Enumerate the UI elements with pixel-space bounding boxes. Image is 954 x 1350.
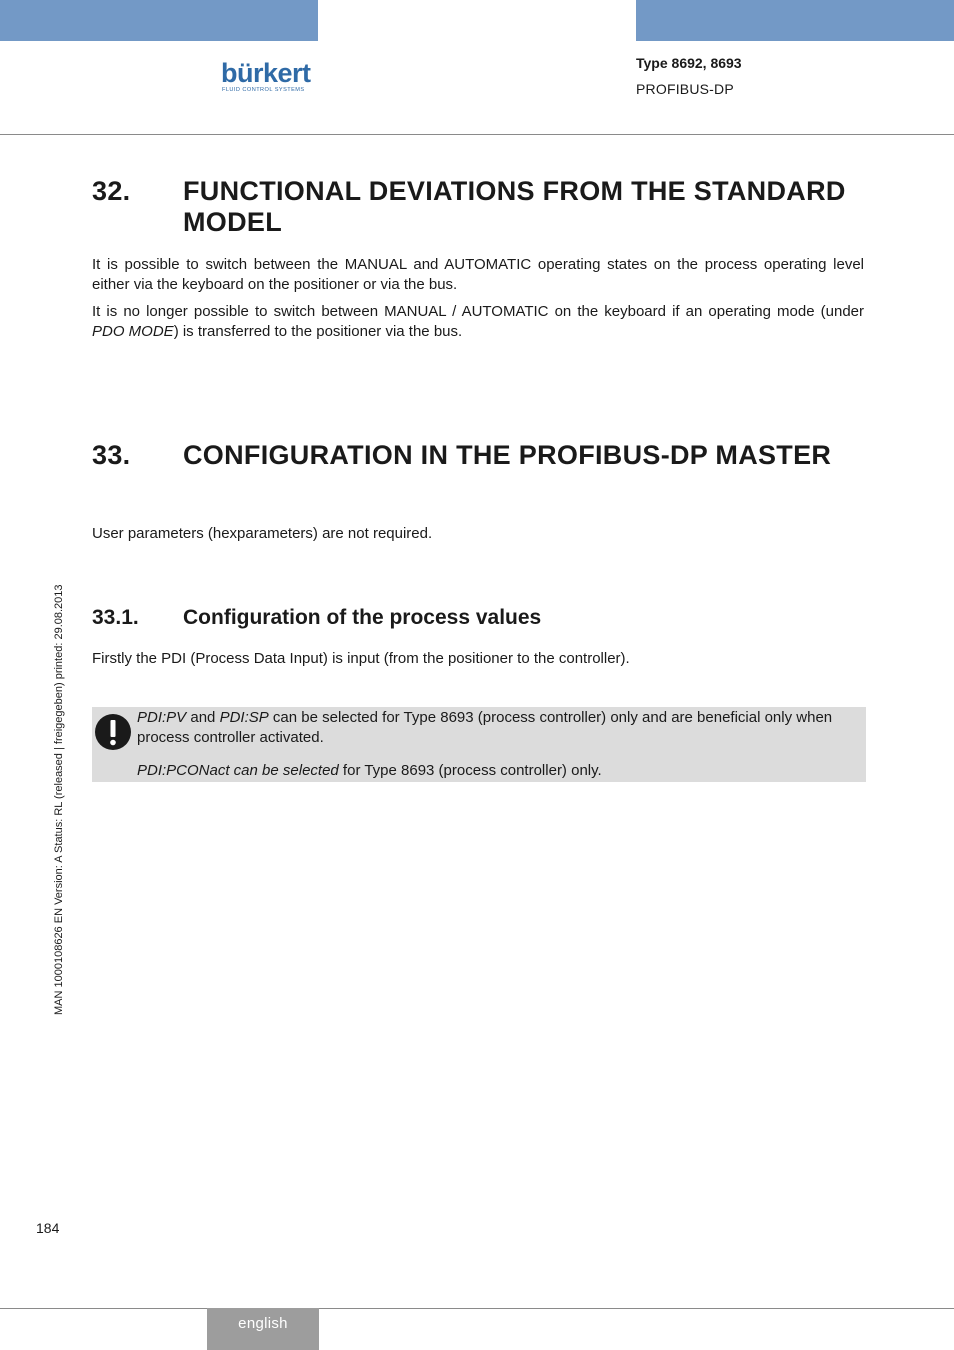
paragraph: It is no longer possible to switch between MANUAL / AUTOMATIC on the keyboard if an operating mode (under PDO MODE) is transferred to the positioner via the bus. bbox=[92, 303, 864, 340]
subsection-number: 33.1. bbox=[92, 606, 139, 629]
section-title: CONFIGURATION IN THE PROFIBUS-DP MASTER bbox=[183, 440, 832, 470]
subsection-title: Configuration of the process values bbox=[183, 606, 542, 629]
language-tab bbox=[207, 1308, 319, 1350]
section-number: 32. bbox=[92, 176, 131, 206]
note-text-1: PDI:PV and PDI:SP can be selected for Type 8693 (process controller) only and are beneficial only when process controller activated. bbox=[137, 709, 833, 746]
header-type: Type 8692, 8693 bbox=[636, 55, 742, 71]
note-box bbox=[92, 707, 866, 782]
exclamation-icon bbox=[94, 713, 132, 751]
header-bar-right bbox=[636, 0, 954, 41]
logo-tagline: FLUID CONTROL SYSTEMS bbox=[222, 87, 305, 93]
document-side-info: MAN 1000108626 EN Version: A Status: RL (released | freigegeben) printed: 29.08.2013 bbox=[53, 584, 65, 1015]
section-number: 33. bbox=[92, 440, 131, 470]
header-bar-left bbox=[0, 0, 318, 41]
paragraph: Firstly the PDI (Process Data Input) is input (from the positioner to the controller). bbox=[92, 650, 630, 667]
language-label: english bbox=[238, 1315, 288, 1332]
footer-divider bbox=[0, 1308, 954, 1309]
logo-wordmark: bürkert bbox=[221, 58, 311, 88]
header-subtitle: PROFIBUS-DP bbox=[636, 81, 734, 97]
header-divider bbox=[0, 134, 954, 135]
note-text-2: PDI:PCONact can be selected for Type 8693 (process controller) only. bbox=[137, 762, 602, 779]
emphasis-pdo-mode: PDO MODE bbox=[92, 322, 174, 340]
paragraph: User parameters (hexparameters) are not required. bbox=[92, 525, 433, 542]
section-title: FUNCTIONAL DEVIATIONS FROM THE STANDARD MODEL bbox=[183, 176, 846, 237]
burkert-logo bbox=[221, 58, 319, 96]
page-number: 184 bbox=[36, 1220, 60, 1236]
paragraph: It is possible to switch between the MANUAL and AUTOMATIC operating states on the process operating level either via the keyboard on the positioner or via the bus. bbox=[92, 256, 864, 293]
